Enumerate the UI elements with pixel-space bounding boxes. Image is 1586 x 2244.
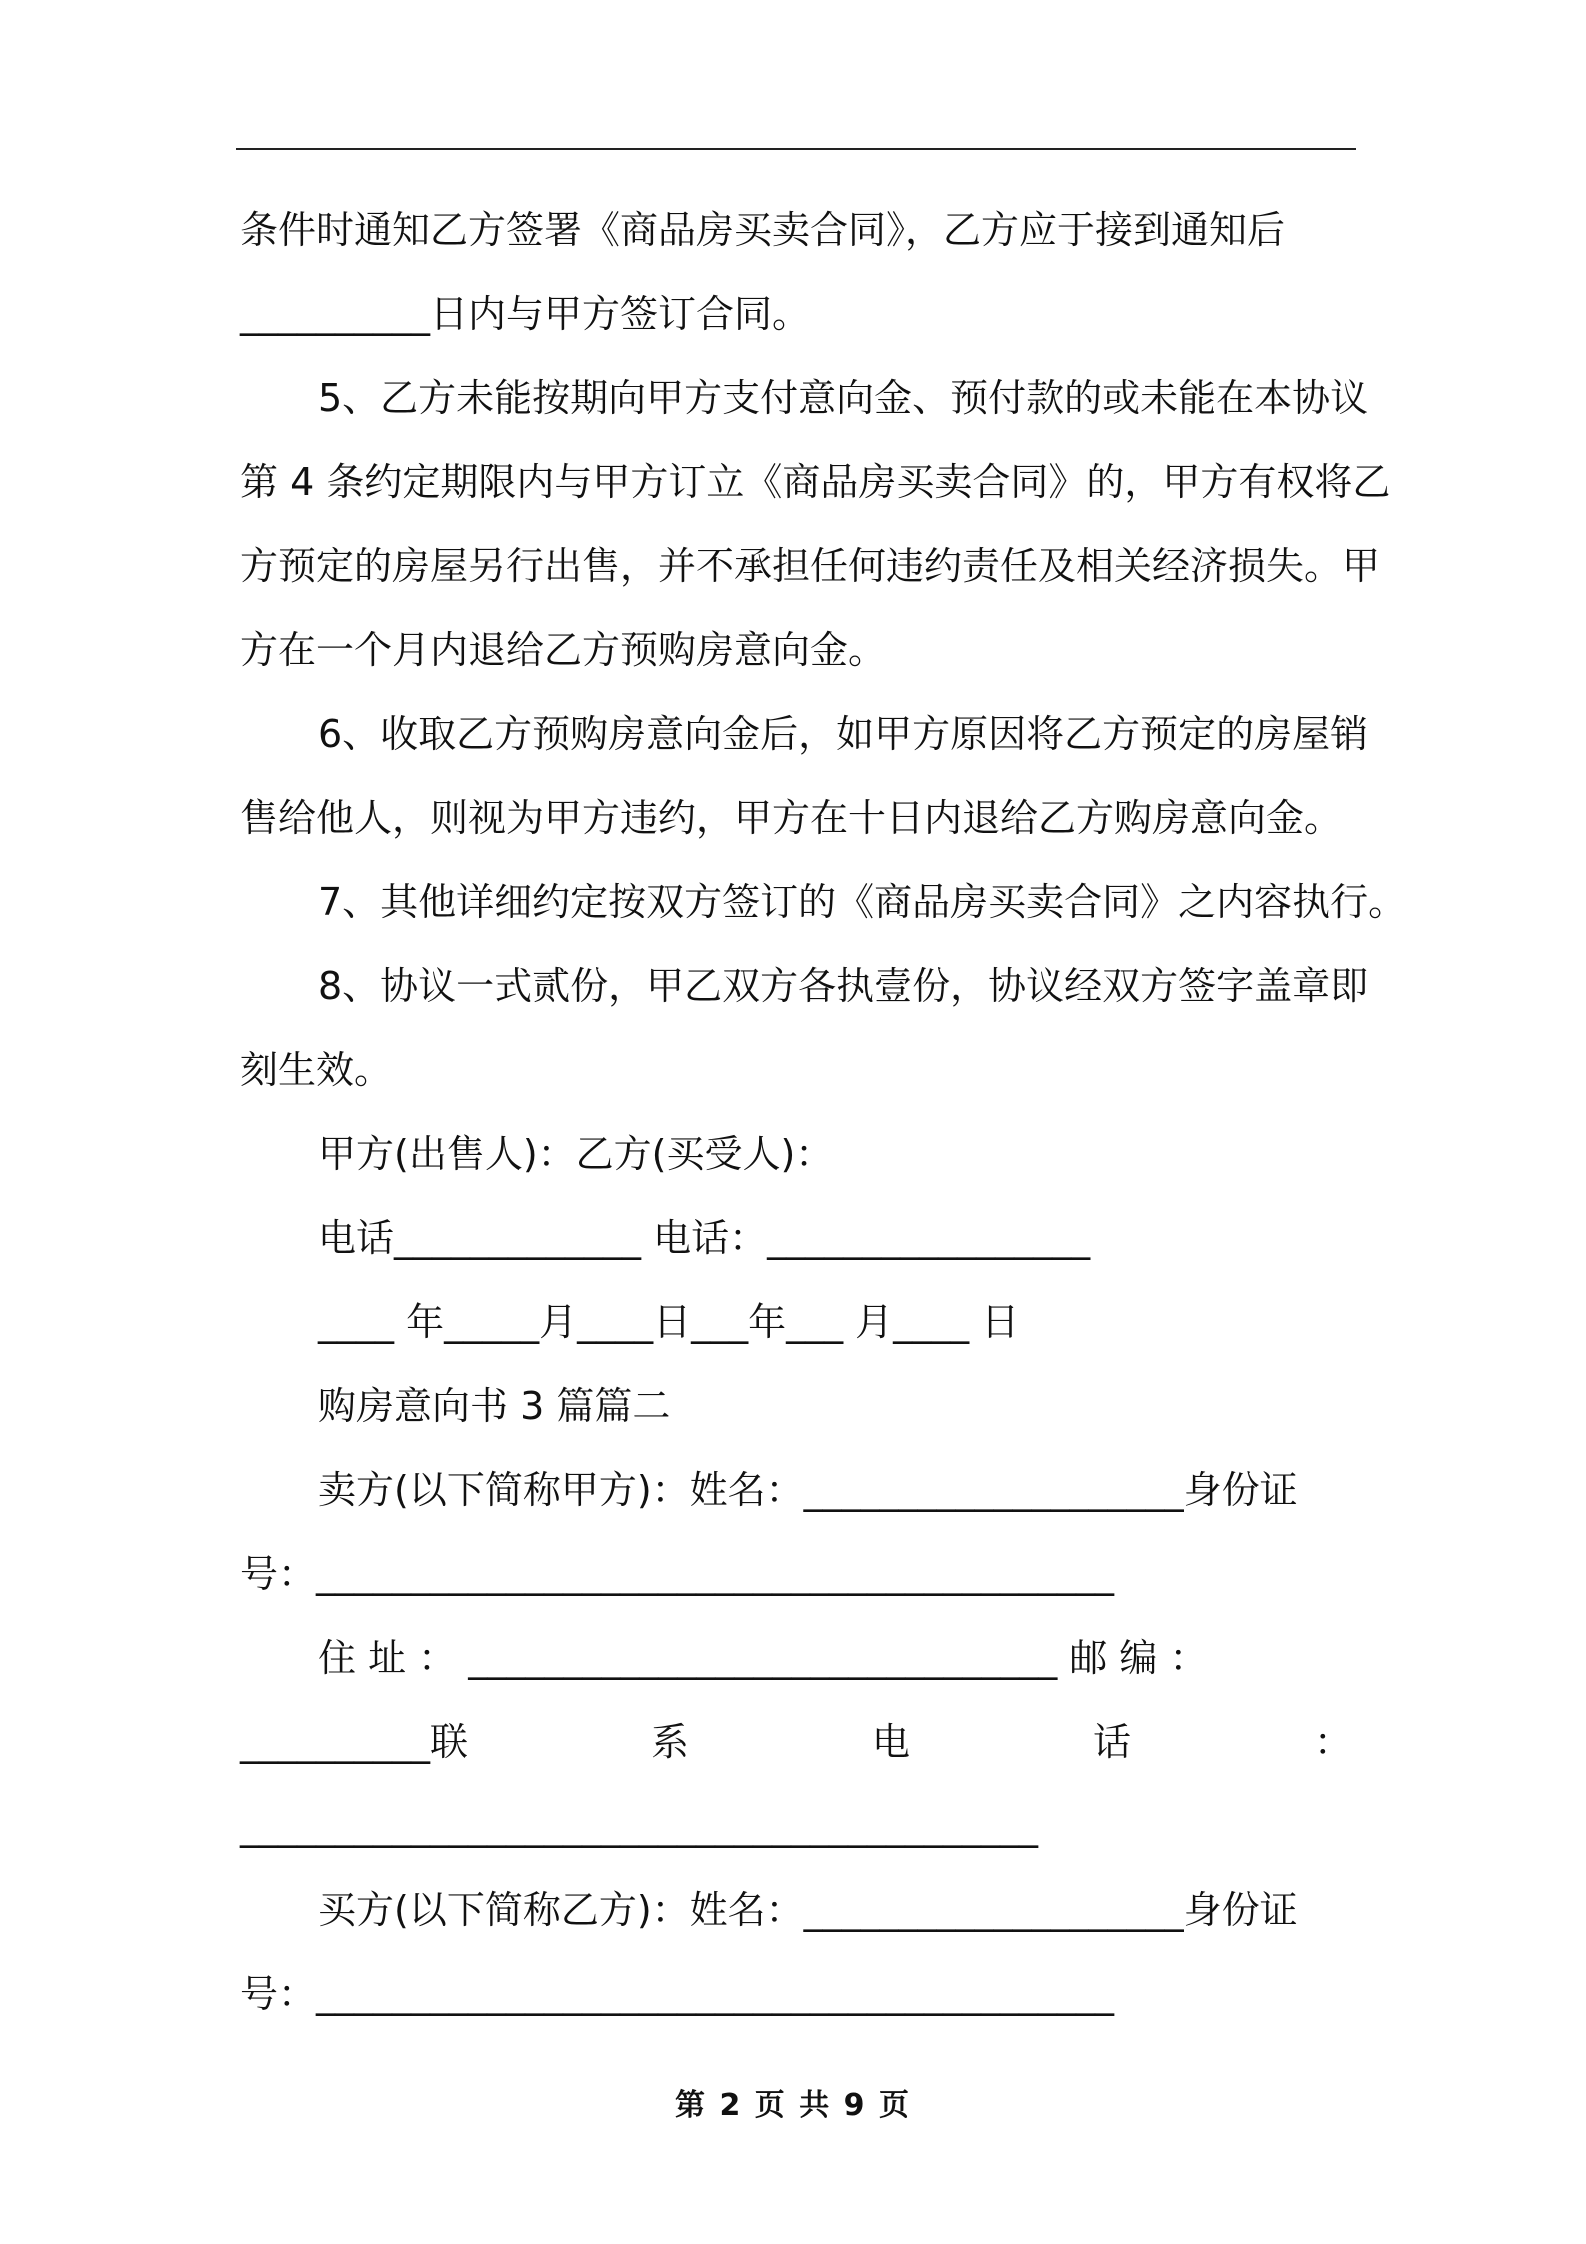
buyer-id-line: 号：__________________________________________ <box>240 1972 1115 2016</box>
date-blanks: ____ 年_____月____日___年___ 月____ 日 <box>318 1300 1020 1344</box>
page-footer: 第 2 页 共 9 页 <box>675 2088 911 2123</box>
text-line: 方预定的房屋另行出售，并不承担任何违约责任及相关经济损失。甲 <box>240 544 1381 588</box>
phone-char: 话 <box>1092 1720 1131 1764</box>
clause-5: 5、乙方未能按期向甲方支付意向金、预付款的或未能在本协议 <box>318 376 1369 420</box>
seller-name-line: 卖方(以下简称甲方)：姓名：____________________身份证 <box>318 1468 1298 1512</box>
clause-8: 8、协议一式贰份，甲乙双方各执壹份，协议经双方签字盖章即 <box>318 964 1369 1008</box>
text-line: 条件时通知乙方签署《商品房买卖合同》，乙方应于接到通知后 <box>240 208 1286 252</box>
text-line: __________日内与甲方签订合同。 <box>240 292 811 336</box>
text-line: 售给他人，则视为甲方违约，甲方在十日内退给乙方购房意向金。 <box>240 796 1343 840</box>
buyer-name-line: 买方(以下简称乙方)：姓名：____________________身份证 <box>318 1888 1298 1932</box>
seller-phone-line <box>240 1718 1352 1766</box>
text-line: 方在一个月内退给乙方预购房意向金。 <box>240 628 887 672</box>
phone-blanks: 电话_____________ 电话：_________________ <box>318 1216 1091 1260</box>
clause-7: 7、其他详细约定按双方签订的《商品房买卖合同》之内容执行。 <box>318 880 1407 924</box>
seller-phone-blank: __________________________________________ <box>240 1804 1038 1848</box>
phone-blank: __________联 <box>240 1720 469 1764</box>
phone-colon: ： <box>1313 1720 1352 1764</box>
header-rule <box>236 148 1356 150</box>
seller-id-line: 号：__________________________________________ <box>240 1552 1115 1596</box>
clause-6: 6、收取乙方预购房意向金后，如甲方原因将乙方预定的房屋销 <box>318 712 1369 756</box>
text-line: 刻生效。 <box>240 1048 393 1092</box>
phone-char: 电 <box>871 1720 910 1764</box>
seller-address-line: 住 址 ： _______________________________ 邮 编 ： <box>318 1636 1208 1680</box>
section-title: 购房意向书 3 篇篇二 <box>318 1384 671 1428</box>
phone-char: 系 <box>650 1720 689 1764</box>
party-labels: 甲方(出售人)：乙方(买受人)： <box>318 1132 834 1176</box>
text-line: 第 4 条约定期限内与甲方订立《商品房买卖合同》的，甲方有权将乙 <box>240 460 1391 504</box>
